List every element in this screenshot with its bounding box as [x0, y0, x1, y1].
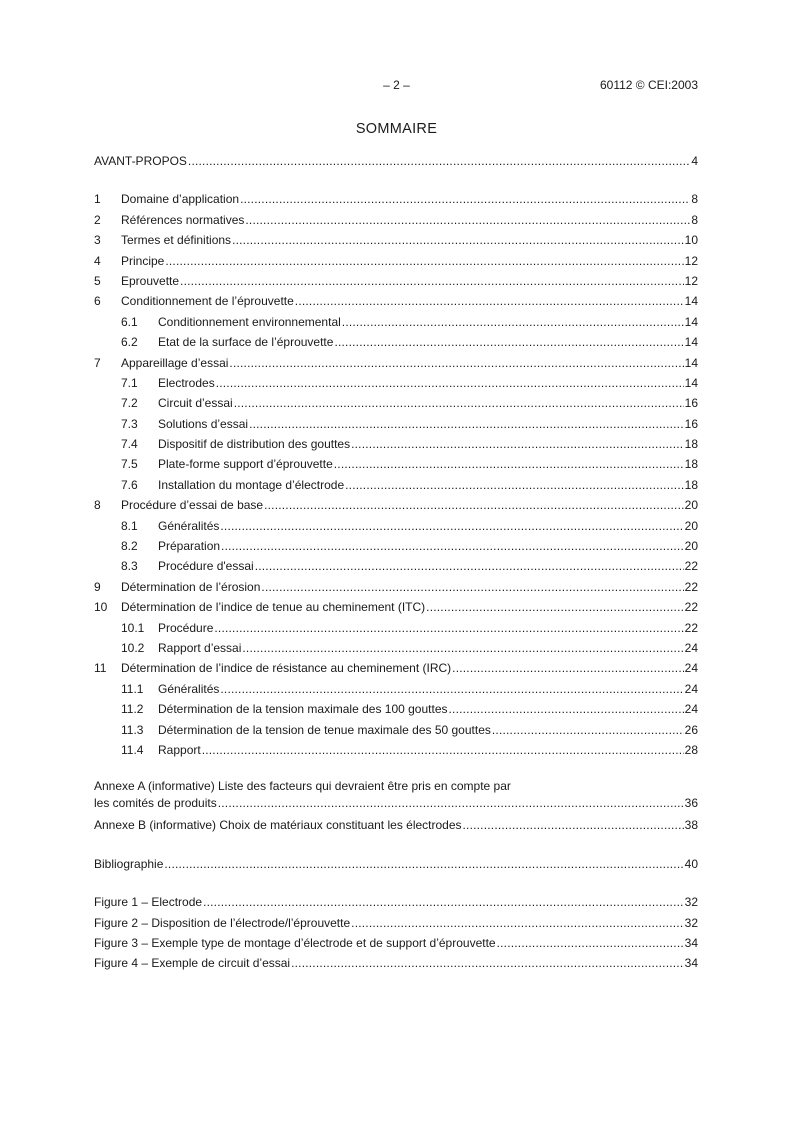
- toc-entry-label: Préparation: [158, 539, 221, 554]
- toc-entry-label: Détermination de l’indice de résistance au cheminement (IRC): [121, 661, 452, 676]
- toc-subentry[interactable]: [94, 699, 698, 719]
- toc-entry-label: Figure 3 – Exemple type de montage d’électrode et de support d’éprouvette: [94, 935, 496, 950]
- toc-entry-number: 1: [94, 192, 101, 207]
- toc-entry-number: 7.1: [121, 375, 138, 390]
- dot-leader: [334, 332, 683, 352]
- toc-entry-page: 4: [691, 154, 698, 168]
- toc-entry[interactable]: [94, 658, 698, 678]
- toc-entry[interactable]: [94, 271, 698, 291]
- toc-entry-label: Procédure: [158, 620, 214, 635]
- toc-entry[interactable]: [94, 353, 698, 373]
- toc-entry[interactable]: [94, 230, 698, 250]
- dot-leader: [351, 913, 683, 933]
- toc-entry-number: 7.4: [121, 437, 138, 452]
- toc-entry-label: Electrodes: [158, 375, 215, 390]
- page-number: – 2 –: [383, 78, 410, 92]
- toc-entry-page: 8: [691, 212, 698, 227]
- toc-entry-annex-b[interactable]: [94, 815, 698, 835]
- toc-entry-page: 14: [684, 314, 698, 329]
- toc-entry-label: Figure 2 – Disposition de l’électrode/l’éprouvette: [94, 915, 351, 930]
- toc-entry-page: 12: [684, 273, 698, 288]
- toc-entry-page: 24: [684, 702, 698, 717]
- toc-entry-page: 32: [684, 915, 698, 930]
- toc-entry-label: Etat de la surface de l’éprouvette: [158, 335, 334, 350]
- toc-entry[interactable]: [94, 210, 698, 230]
- dot-leader: [345, 475, 684, 495]
- toc-entry-number: 5: [94, 273, 101, 288]
- dot-leader: [291, 953, 684, 973]
- toc-subentry[interactable]: [94, 454, 698, 474]
- toc-entry-page: 14: [684, 355, 698, 370]
- toc-entry-label: Bibliographie: [94, 856, 164, 871]
- toc-entry-label: Détermination de l’érosion: [121, 579, 261, 594]
- toc-entry-number: 7.2: [121, 396, 138, 411]
- toc-entry-page: 12: [684, 253, 698, 268]
- toc-entry-page: 28: [684, 742, 698, 757]
- dot-leader: [202, 740, 684, 760]
- toc-entry-number: 11.4: [121, 742, 144, 757]
- toc-entry-page: 20: [684, 539, 698, 554]
- toc-entry-label: Annexe A (informative) Liste des facteurs qui devraient être pris en compte par: [94, 779, 511, 794]
- toc-entry-number: 6: [94, 294, 101, 309]
- toc-entry-number: 10.2: [121, 640, 145, 655]
- toc-entry-number: 11: [94, 661, 107, 676]
- toc-entry-label: Appareillage d’essai: [121, 355, 229, 370]
- toc-entry-page: 14: [684, 294, 698, 309]
- toc-entry-number: 10: [94, 600, 108, 615]
- toc-entry-number: 9: [94, 579, 101, 594]
- toc-entry-label: Détermination de la tension maximale des 100 gouttes: [158, 702, 448, 717]
- dot-leader: [334, 454, 684, 474]
- dot-leader: [232, 230, 684, 250]
- toc-entry[interactable]: [94, 577, 698, 597]
- toc-subentry[interactable]: [94, 373, 698, 393]
- document-reference: 60112 © CEI:2003: [599, 78, 698, 92]
- toc-entry-number: 11.1: [121, 681, 144, 696]
- toc-entry-page: 22: [684, 600, 698, 615]
- dot-leader: [203, 892, 684, 912]
- toc-entry[interactable]: [94, 597, 698, 617]
- toc-entry-page: 18: [684, 437, 698, 452]
- toc-entry-number: 11.2: [121, 702, 144, 717]
- toc-entry-page: 24: [684, 661, 698, 676]
- dot-leader: [234, 393, 684, 413]
- toc-entry-number: 2: [94, 212, 101, 227]
- dot-leader: [249, 414, 684, 434]
- dot-leader: [497, 933, 684, 953]
- dot-leader: [216, 373, 684, 393]
- toc-entry-number: 11.3: [121, 722, 144, 737]
- toc-entry-label: Conditionnement de l’éprouvette: [121, 294, 294, 309]
- toc-subentry[interactable]: [94, 740, 698, 760]
- dot-leader: [255, 556, 684, 576]
- toc-entry-page: 22: [684, 579, 698, 594]
- toc-entry-label: Solutions d’essai: [158, 416, 249, 431]
- toc-entry-label: Domaine d’application: [121, 192, 240, 207]
- dot-leader: [164, 854, 683, 874]
- toc-entry-label: Procédure d’essai de base: [121, 498, 264, 513]
- dot-leader: [295, 291, 684, 311]
- dot-leader: [218, 795, 684, 812]
- toc-subentry[interactable]: [94, 679, 698, 699]
- toc-entry-number: 4: [94, 253, 101, 268]
- toc-entry-label: Procédure d'essai: [158, 559, 254, 574]
- dot-leader: [220, 679, 683, 699]
- toc-entry-page: 22: [684, 620, 698, 635]
- dot-leader: [245, 210, 690, 230]
- toc-entry[interactable]: [94, 291, 698, 311]
- toc-subentry[interactable]: [94, 720, 698, 740]
- toc-entry-number: 7.5: [121, 457, 138, 472]
- toc-entry-number: 7: [94, 355, 101, 370]
- toc-subentry[interactable]: [94, 516, 698, 536]
- dot-leader: [264, 495, 684, 515]
- toc-subentry[interactable]: [94, 312, 698, 332]
- dot-leader: [452, 658, 683, 678]
- toc-entry-number: 8.3: [121, 559, 138, 574]
- toc-entry-label-continued: les comités de produits: [94, 796, 217, 811]
- dot-leader: [426, 597, 683, 617]
- dot-leader: [342, 312, 684, 332]
- toc-entry-figure[interactable]: [94, 892, 698, 912]
- toc-entry-page: 38: [684, 818, 698, 833]
- toc-entry-page: 20: [684, 518, 698, 533]
- dot-leader: [221, 536, 684, 556]
- toc-entry-page: 14: [684, 335, 698, 350]
- toc-entry-label: AVANT-PROPOS: [94, 154, 187, 168]
- toc-entry-number: 8.1: [121, 518, 138, 533]
- toc-entry-number: 6.2: [121, 335, 138, 350]
- toc-subentry[interactable]: [94, 618, 698, 638]
- dot-leader: [449, 699, 684, 719]
- toc-entry-page: 8: [691, 192, 698, 207]
- toc-entry-number: 7.3: [121, 416, 138, 431]
- dot-leader: [261, 577, 683, 597]
- dot-leader: [180, 271, 684, 291]
- toc-entry-label: Rapport: [158, 742, 201, 757]
- toc-entry-page: 34: [684, 935, 698, 950]
- dot-leader: [240, 189, 690, 209]
- toc-entry-label: Rapport d’essai: [158, 640, 242, 655]
- dot-leader: [351, 434, 684, 454]
- toc-entry-page: 10: [684, 233, 698, 248]
- toc-entry-label: Plate-forme support d’éprouvette: [158, 457, 333, 472]
- toc-entry-label: Références normatives: [121, 212, 245, 227]
- toc-entry-annex-a[interactable]: [94, 778, 698, 812]
- toc-entry-number: 3: [94, 233, 101, 248]
- toc-entry-label: Détermination de la tension de tenue maximale des 50 gouttes: [158, 722, 491, 737]
- toc-entry-number: 8: [94, 498, 101, 513]
- toc-sections: [94, 189, 698, 760]
- toc-entry-figure[interactable]: [94, 933, 698, 953]
- toc-entry-page: 18: [684, 477, 698, 492]
- toc-entry-page: 24: [684, 640, 698, 655]
- toc-entry[interactable]: [94, 251, 698, 271]
- toc-entry-label: Principe: [121, 253, 165, 268]
- toc-subentry[interactable]: [94, 556, 698, 576]
- toc-entry-number: 7.6: [121, 477, 138, 492]
- toc-subentry[interactable]: [94, 434, 698, 454]
- toc-entry-page: 34: [684, 956, 698, 971]
- dot-leader: [220, 516, 683, 536]
- toc-entry-label: Circuit d’essai: [158, 396, 233, 411]
- toc-entry-page: 32: [684, 895, 698, 910]
- dot-leader: [165, 251, 683, 271]
- toc-entry-label: Dispositif de distribution des gouttes: [158, 437, 351, 452]
- toc-entry-label: Installation du montage d’électrode: [158, 477, 345, 492]
- toc-entry-page: 14: [684, 375, 698, 390]
- toc-entry-foreword[interactable]: [94, 151, 698, 171]
- dot-leader: [229, 353, 683, 373]
- toc-entry-page: 40: [684, 856, 698, 871]
- toc-entry-page: 36: [684, 796, 698, 811]
- toc-subentry[interactable]: [94, 332, 698, 352]
- toc-entry-page: 26: [684, 722, 698, 737]
- toc-entry-label: Figure 4 – Exemple de circuit d’essai: [94, 956, 291, 971]
- toc-entry-number: 10.1: [121, 620, 145, 635]
- table-of-contents: [94, 151, 698, 974]
- toc-entry-label: Figure 1 – Electrode: [94, 895, 203, 910]
- toc-entry-page: 16: [684, 396, 698, 411]
- dot-leader: [214, 618, 683, 638]
- toc-entry-figure[interactable]: [94, 913, 698, 933]
- toc-subentry[interactable]: [94, 536, 698, 556]
- toc-entry-label: Termes et définitions: [121, 233, 232, 248]
- toc-entry[interactable]: [94, 189, 698, 209]
- dot-leader: [242, 638, 683, 658]
- toc-entry-label: Généralités: [158, 518, 220, 533]
- dot-leader: [463, 815, 684, 835]
- toc-entry-number: 6.1: [121, 314, 138, 329]
- toc-entry-bibliography[interactable]: [94, 854, 698, 874]
- dot-leader: [188, 151, 690, 171]
- toc-entry-label: Conditionnement environnemental: [158, 314, 341, 329]
- toc-figures: [94, 892, 698, 974]
- toc-entry-label: Eprouvette: [121, 273, 180, 288]
- toc-subentry[interactable]: [94, 393, 698, 413]
- toc-subentry[interactable]: [94, 414, 698, 434]
- dot-leader: [492, 720, 684, 740]
- toc-entry-figure[interactable]: [94, 953, 698, 973]
- page-title: SOMMAIRE: [355, 121, 438, 137]
- toc-subentry[interactable]: [94, 638, 698, 658]
- toc-entry-number: 8.2: [121, 539, 138, 554]
- toc-entry-page: 18: [684, 457, 698, 472]
- toc-entry-label: Généralités: [158, 681, 220, 696]
- toc-entry-page: 20: [684, 498, 698, 513]
- toc-entry[interactable]: [94, 495, 698, 515]
- toc-entry-page: 16: [684, 416, 698, 431]
- toc-entry-page: 22: [684, 559, 698, 574]
- toc-entry-page: 24: [684, 681, 698, 696]
- toc-subentry[interactable]: [94, 475, 698, 495]
- toc-entry-label: Détermination de l’indice de tenue au cheminement (ITC): [121, 600, 426, 615]
- toc-entry-label: Annexe B (informative) Choix de matériaux constituant les électrodes: [94, 818, 462, 833]
